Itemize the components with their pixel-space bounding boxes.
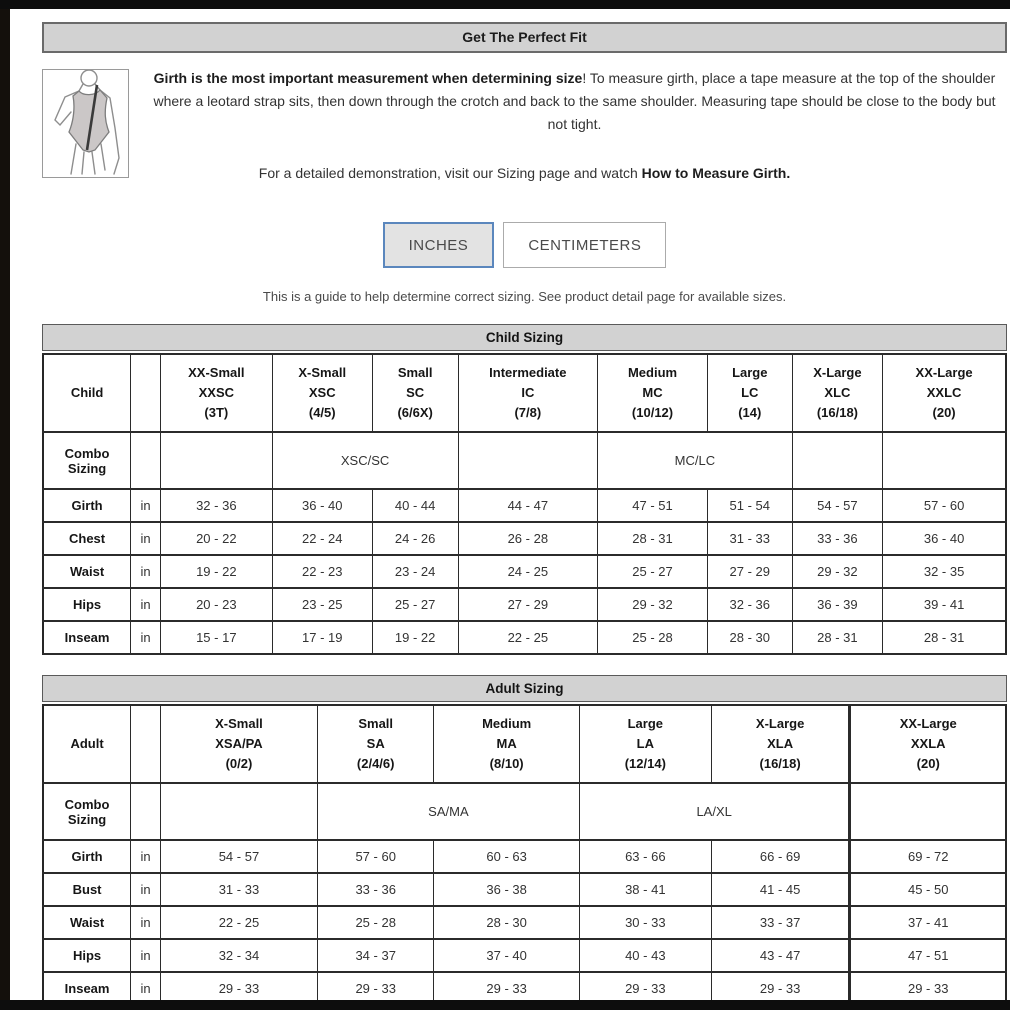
- size-column-header-line: (2/4/6): [356, 756, 395, 771]
- size-column-header-line: Intermediate: [489, 365, 567, 380]
- unit-column-header: [131, 354, 161, 432]
- size-column-header-line: (12/14): [624, 756, 666, 771]
- size-column-header-line: Large: [627, 716, 664, 731]
- size-column-header-line: Medium: [627, 365, 678, 380]
- size-range-cell: 25 - 28: [317, 906, 434, 939]
- size-range-cell: 28 - 30: [434, 906, 579, 939]
- size-column-header-line: (0/2): [225, 756, 253, 771]
- unit-cell: in: [131, 972, 161, 1005]
- size-range-cell: 29 - 33: [579, 972, 711, 1005]
- size-column-header-line: X-Small: [215, 716, 263, 731]
- size-range-cell: 32 - 35: [883, 555, 1006, 588]
- size-range-cell: 24 - 26: [372, 522, 458, 555]
- combo-sizing-cell: [160, 432, 272, 489]
- size-column-header: [707, 354, 792, 432]
- size-column-header-line: XXSC: [198, 385, 235, 400]
- size-range-cell: 60 - 63: [434, 840, 579, 873]
- unit-cell: in: [131, 489, 161, 522]
- size-column-header-line: XX-Large: [915, 365, 973, 380]
- measurement-label: Inseam: [43, 972, 131, 1005]
- unit-toggle: [42, 222, 1007, 268]
- size-column-header-line: MC: [642, 385, 663, 400]
- size-column-header-line: (20): [932, 405, 956, 420]
- measurement-label: Girth: [43, 840, 131, 873]
- size-column-header-line: XSC: [308, 385, 336, 400]
- child-sizing-section: [42, 324, 1007, 655]
- size-range-cell: 57 - 60: [317, 840, 434, 873]
- measurement-label: Hips: [43, 939, 131, 972]
- measurement-row: [43, 555, 1006, 588]
- measurement-label: Girth: [43, 489, 131, 522]
- size-range-cell: 15 - 17: [160, 621, 272, 654]
- sizing-guide-note: This is a guide to help determine correct sizing. See product detail page for available sizes.: [262, 289, 787, 304]
- combo-sizing-cell: XSC/SC: [272, 432, 458, 489]
- combo-sizing-label: Combo Sizing: [43, 432, 131, 489]
- combo-unit-cell: [131, 432, 161, 489]
- size-range-cell: 54 - 57: [160, 840, 317, 873]
- size-column-header-line: (7/8): [514, 405, 542, 420]
- size-column-header-line: (6/6X): [397, 405, 433, 420]
- size-column-header-line: Large: [732, 365, 768, 380]
- page-frame-bottom: [0, 1000, 1010, 1010]
- size-range-cell: 33 - 36: [792, 522, 883, 555]
- size-range-cell: 23 - 25: [272, 588, 372, 621]
- size-range-cell: 34 - 37: [317, 939, 434, 972]
- size-column-header-line: XX-Large: [899, 716, 957, 731]
- size-column-header-line: LC: [741, 385, 759, 400]
- size-range-cell: 36 - 38: [434, 873, 579, 906]
- size-range-cell: 37 - 40: [434, 939, 579, 972]
- measurement-label: Inseam: [43, 621, 131, 654]
- size-range-cell: 51 - 54: [707, 489, 792, 522]
- size-range-cell: 63 - 66: [579, 840, 711, 873]
- unit-cell: in: [131, 621, 161, 654]
- size-range-cell: 43 - 47: [711, 939, 850, 972]
- adult-sizing-title: Adult Sizing: [42, 675, 1007, 702]
- combo-sizing-cell: [792, 432, 883, 489]
- size-column-header: [711, 705, 850, 783]
- size-range-cell: 29 - 33: [434, 972, 579, 1005]
- size-range-cell: 36 - 40: [883, 522, 1006, 555]
- measurement-label: Chest: [43, 522, 131, 555]
- size-column-header: [372, 354, 458, 432]
- size-range-cell: 33 - 36: [317, 873, 434, 906]
- measurement-row: [43, 873, 1006, 906]
- size-range-cell: 19 - 22: [372, 621, 458, 654]
- child-sizing-title: Child Sizing: [42, 324, 1007, 351]
- size-range-cell: 20 - 22: [160, 522, 272, 555]
- adult-sizing-section: [42, 675, 1007, 1006]
- unit-cell: in: [131, 906, 161, 939]
- size-column-header: [598, 354, 708, 432]
- size-range-cell: 28 - 31: [598, 522, 708, 555]
- size-range-cell: 33 - 37: [711, 906, 850, 939]
- size-column-header-line: XLA: [767, 736, 794, 751]
- size-column-header: [850, 705, 1006, 783]
- combo-sizing-cell: [160, 783, 317, 840]
- combo-sizing-row: [43, 783, 1006, 840]
- unit-cell: in: [131, 939, 161, 972]
- size-range-cell: 29 - 33: [850, 972, 1006, 1005]
- unit-cell: in: [131, 840, 161, 873]
- measurement-row: [43, 840, 1006, 873]
- leotard-girth-diagram-icon: [43, 70, 128, 177]
- girth-intro-section: [42, 67, 1007, 184]
- child-table-label: Child: [43, 354, 131, 432]
- size-range-cell: 25 - 28: [598, 621, 708, 654]
- size-range-cell: 20 - 23: [160, 588, 272, 621]
- size-range-cell: 19 - 22: [160, 555, 272, 588]
- unit-column-header: [131, 705, 161, 783]
- size-column-header-line: X-Large: [813, 365, 862, 380]
- size-range-cell: 28 - 31: [792, 621, 883, 654]
- unit-cell: in: [131, 555, 161, 588]
- inches-button[interactable]: INCHES: [383, 222, 495, 268]
- leotard-figure-image: [42, 69, 129, 178]
- size-column-header-line: X-Large: [755, 716, 805, 731]
- size-column-header-line: IC: [521, 385, 535, 400]
- size-column-header-line: (3T): [204, 405, 229, 420]
- size-column-header-line: (20): [916, 756, 940, 771]
- size-range-cell: 29 - 33: [317, 972, 434, 1005]
- adult-sizing-table: [42, 704, 1007, 1006]
- page-frame-left: [0, 0, 10, 1010]
- size-column-header-line: Medium: [482, 716, 532, 731]
- size-column-header-line: LA: [636, 736, 654, 751]
- size-column-header-line: XSA/PA: [215, 736, 263, 751]
- size-column-header: [317, 705, 434, 783]
- size-range-cell: 27 - 29: [707, 555, 792, 588]
- size-range-cell: 32 - 34: [160, 939, 317, 972]
- size-range-cell: 31 - 33: [707, 522, 792, 555]
- adult-table-label: Adult: [43, 705, 131, 783]
- demo-line-text: For a detailed demonstration, visit our Sizing page and watch: [258, 165, 642, 181]
- size-range-cell: 32 - 36: [707, 588, 792, 621]
- size-column-header-line: Small: [358, 716, 394, 731]
- combo-sizing-cell: LA/XL: [579, 783, 850, 840]
- size-column-header-line: XX-Small: [188, 365, 245, 380]
- measurement-row: [43, 489, 1006, 522]
- measurement-label: Waist: [43, 906, 131, 939]
- size-range-cell: 28 - 30: [707, 621, 792, 654]
- size-range-cell: 44 - 47: [458, 489, 598, 522]
- child-sizing-table: [42, 353, 1007, 655]
- size-column-header: [160, 354, 272, 432]
- measurement-label: Bust: [43, 873, 131, 906]
- size-range-cell: 25 - 27: [372, 588, 458, 621]
- size-range-cell: 31 - 33: [160, 873, 317, 906]
- girth-instructions: [142, 67, 1007, 136]
- centimeters-button[interactable]: CENTIMETERS: [503, 222, 666, 268]
- sizing-tables: [42, 324, 1007, 1006]
- size-column-header-line: XXLC: [926, 385, 962, 400]
- size-range-cell: 22 - 24: [272, 522, 372, 555]
- size-column-header-line: SC: [406, 385, 425, 400]
- combo-sizing-cell: MC/LC: [598, 432, 793, 489]
- size-range-cell: 40 - 44: [372, 489, 458, 522]
- measurement-row: [43, 621, 1006, 654]
- measurement-label: Hips: [43, 588, 131, 621]
- size-range-cell: 25 - 27: [598, 555, 708, 588]
- unit-cell: in: [131, 588, 161, 621]
- size-range-cell: 28 - 31: [883, 621, 1006, 654]
- size-column-header-line: (14): [738, 405, 762, 420]
- size-range-cell: 66 - 69: [711, 840, 850, 873]
- size-column-header: [792, 354, 883, 432]
- page-title: Get The Perfect Fit: [42, 22, 1007, 53]
- size-column-header: [579, 705, 711, 783]
- size-range-cell: 39 - 41: [883, 588, 1006, 621]
- combo-unit-cell: [131, 783, 161, 840]
- size-column-header: [272, 354, 372, 432]
- unit-cell: in: [131, 873, 161, 906]
- measurement-row: [43, 588, 1006, 621]
- size-column-header-line: X-Small: [298, 365, 347, 380]
- combo-sizing-label: Combo Sizing: [43, 783, 131, 840]
- size-range-cell: 45 - 50: [850, 873, 1006, 906]
- size-range-cell: 27 - 29: [458, 588, 598, 621]
- size-range-cell: 47 - 51: [850, 939, 1006, 972]
- combo-sizing-cell: [883, 432, 1006, 489]
- size-range-cell: 37 - 41: [850, 906, 1006, 939]
- size-range-cell: 38 - 41: [579, 873, 711, 906]
- size-column-header: [883, 354, 1006, 432]
- demo-line-bold: How to Measure Girth.: [641, 165, 791, 181]
- girth-instructions-body: ! To measure girth, place a tape measure at the top of the shoulder where a leotard strap sits, then down through the crotch and back to the same shoulder. Measuring tape should be close to the body but not tight.: [153, 70, 996, 132]
- combo-sizing-cell: SA/MA: [317, 783, 579, 840]
- size-column-header-line: (8/10): [489, 756, 524, 771]
- size-range-cell: 22 - 25: [458, 621, 598, 654]
- unit-cell: in: [131, 522, 161, 555]
- size-range-cell: 23 - 24: [372, 555, 458, 588]
- measurement-row: [43, 522, 1006, 555]
- size-range-cell: 41 - 45: [711, 873, 850, 906]
- size-range-cell: 36 - 39: [792, 588, 883, 621]
- size-column-header-line: XXLA: [910, 736, 946, 751]
- size-range-cell: 30 - 33: [579, 906, 711, 939]
- size-range-cell: 22 - 25: [160, 906, 317, 939]
- size-range-cell: 54 - 57: [792, 489, 883, 522]
- measurement-label: Waist: [43, 555, 131, 588]
- size-range-cell: 29 - 33: [711, 972, 850, 1005]
- size-column-header-line: XLC: [824, 385, 851, 400]
- size-range-cell: 69 - 72: [850, 840, 1006, 873]
- combo-sizing-cell: [458, 432, 598, 489]
- size-column-header-line: (4/5): [308, 405, 336, 420]
- size-range-cell: 17 - 19: [272, 621, 372, 654]
- size-range-cell: 24 - 25: [458, 555, 598, 588]
- size-column-header: [160, 705, 317, 783]
- combo-sizing-row: [43, 432, 1006, 489]
- size-range-cell: 32 - 36: [160, 489, 272, 522]
- size-column-header: [434, 705, 579, 783]
- size-range-cell: 29 - 32: [598, 588, 708, 621]
- size-range-cell: 29 - 33: [160, 972, 317, 1005]
- size-range-cell: 57 - 60: [883, 489, 1006, 522]
- measurement-row: [43, 939, 1006, 972]
- size-range-cell: 36 - 40: [272, 489, 372, 522]
- combo-sizing-cell: [850, 783, 1006, 840]
- size-column-header: [458, 354, 598, 432]
- size-range-cell: 47 - 51: [598, 489, 708, 522]
- page-frame-top: [0, 0, 1010, 9]
- sizing-guide-page: [42, 0, 1007, 1006]
- size-column-header-line: (10/12): [631, 405, 674, 420]
- adult-header-row: [43, 705, 1006, 783]
- measurement-row: [43, 906, 1006, 939]
- demo-link-line: [42, 162, 1007, 184]
- size-column-header-line: Small: [397, 365, 433, 380]
- size-range-cell: 22 - 23: [272, 555, 372, 588]
- size-column-header-line: (16/18): [759, 756, 801, 771]
- girth-instructions-lead: Girth is the most important measurement when determining size: [153, 70, 583, 86]
- child-header-row: [43, 354, 1006, 432]
- size-range-cell: 40 - 43: [579, 939, 711, 972]
- size-column-header-line: (16/18): [816, 405, 859, 420]
- size-range-cell: 29 - 32: [792, 555, 883, 588]
- size-range-cell: 26 - 28: [458, 522, 598, 555]
- size-column-header-line: MA: [496, 736, 517, 751]
- size-column-header-line: SA: [366, 736, 385, 751]
